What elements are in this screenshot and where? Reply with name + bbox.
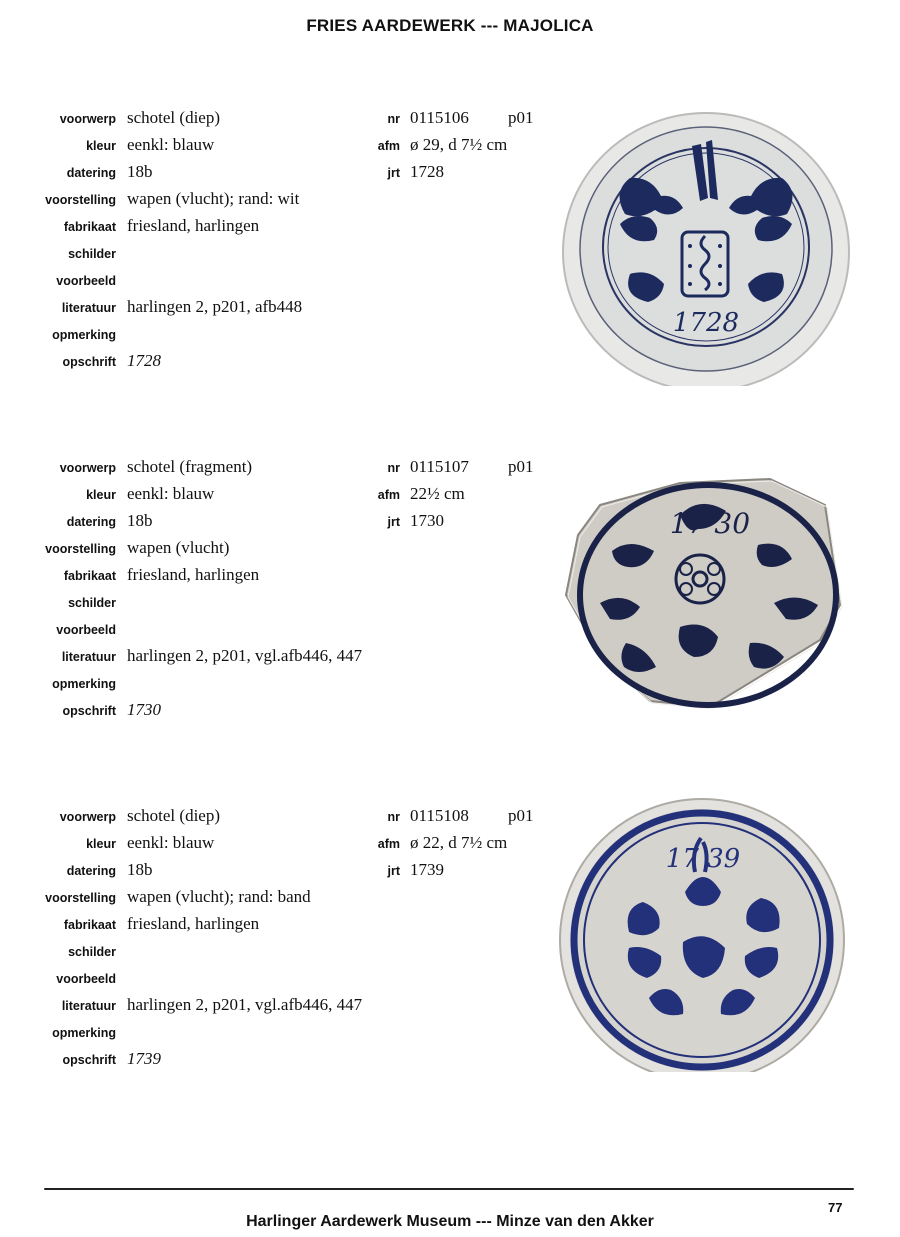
label-afm: afm [377, 139, 400, 153]
value-voorwerp: schotel (diep) [127, 108, 220, 127]
value-datering: 18b [127, 511, 153, 530]
value-afm: ø 29, d 7½ cm [410, 135, 508, 154]
catalog-entry-0115108 [0, 802, 900, 1102]
label-schilder: schilder [68, 596, 116, 610]
label-literatuur: literatuur [61, 999, 116, 1013]
label-datering: datering [66, 515, 116, 529]
value-opschrift: 1730 [127, 700, 161, 719]
label-voorbeeld: voorbeeld [56, 274, 116, 288]
label-afm: afm [377, 488, 400, 502]
value-literatuur: harlingen 2, p201, afb448 [127, 297, 303, 316]
label-opmerking: opmerking [52, 328, 116, 342]
value-voorstelling: wapen (vlucht) [127, 538, 230, 557]
page-title: FRIES AARDEWERK --- MAJOLICA [306, 16, 594, 35]
value-code: p01 [508, 806, 534, 825]
label-schilder: schilder [68, 247, 116, 261]
value-fabrikaat: friesland, harlingen [127, 565, 260, 584]
label-opmerking: opmerking [52, 1026, 116, 1040]
value-code: p01 [508, 108, 534, 127]
value-kleur: eenkl: blauw [127, 484, 215, 503]
plate-inscription: 17 30 [669, 507, 751, 540]
label-nr: nr [387, 112, 400, 126]
value-jrt: 1730 [410, 511, 444, 530]
value-afm: ø 22, d 7½ cm [410, 833, 508, 852]
label-fabrikaat: fabrikaat [63, 918, 116, 932]
plate-illustration [560, 106, 860, 386]
label-jrt: jrt [387, 864, 400, 878]
label-voorwerp: voorwerp [59, 461, 116, 475]
label-kleur: kleur [86, 139, 116, 153]
catalog-entry-0115107 [0, 453, 900, 753]
value-voorwerp: schotel (diep) [127, 806, 220, 825]
value-nr: 0115107 [410, 457, 469, 476]
page-number: 77 [828, 1200, 843, 1215]
label-voorstelling: voorstelling [45, 891, 116, 905]
value-fabrikaat: friesland, harlingen [127, 216, 260, 235]
value-literatuur: harlingen 2, p201, vgl.afb446, 447 [127, 646, 363, 665]
page-footer: Harlinger Aardewerk Museum --- Minze van den Akker [246, 1213, 654, 1230]
label-kleur: kleur [86, 488, 116, 502]
value-voorstelling: wapen (vlucht); rand: wit [127, 189, 300, 208]
label-jrt: jrt [387, 166, 400, 180]
plate-inscription: 1728 [672, 308, 740, 338]
catalog-entry-0115106 [0, 104, 900, 404]
label-kleur: kleur [86, 837, 116, 851]
label-schilder: schilder [68, 945, 116, 959]
value-kleur: eenkl: blauw [127, 833, 215, 852]
value-voorwerp: schotel (fragment) [127, 457, 253, 476]
label-voorstelling: voorstelling [45, 193, 116, 207]
value-opschrift: 1739 [127, 1049, 161, 1068]
plate-inscription: 17 39 [665, 844, 741, 874]
value-opschrift: 1728 [127, 351, 161, 370]
label-voorwerp: voorwerp [59, 810, 116, 824]
label-afm: afm [377, 837, 400, 851]
label-fabrikaat: fabrikaat [63, 569, 116, 583]
value-kleur: eenkl: blauw [127, 135, 215, 154]
label-voorbeeld: voorbeeld [56, 623, 116, 637]
label-opschrift: opschrift [62, 704, 116, 718]
value-jrt: 1739 [410, 860, 444, 879]
label-voorbeeld: voorbeeld [56, 972, 116, 986]
label-opschrift: opschrift [62, 1053, 116, 1067]
plate-fragment-illustration [560, 475, 860, 725]
footer-divider [44, 1188, 854, 1190]
value-voorstelling: wapen (vlucht); rand: band [127, 887, 311, 906]
label-voorstelling: voorstelling [45, 542, 116, 556]
value-code: p01 [508, 457, 534, 476]
value-literatuur: harlingen 2, p201, vgl.afb446, 447 [127, 995, 363, 1014]
plate-illustration [555, 792, 855, 1072]
plate-photo [560, 106, 860, 386]
label-voorwerp: voorwerp [59, 112, 116, 126]
label-jrt: jrt [387, 515, 400, 529]
value-jrt: 1728 [410, 162, 444, 181]
plate-fragment-photo [560, 475, 860, 755]
label-opmerking: opmerking [52, 677, 116, 691]
value-datering: 18b [127, 860, 153, 879]
value-datering: 18b [127, 162, 153, 181]
plate-photo [555, 792, 855, 1072]
value-nr: 0115106 [410, 108, 469, 127]
label-literatuur: literatuur [61, 650, 116, 664]
label-fabrikaat: fabrikaat [63, 220, 116, 234]
label-nr: nr [387, 810, 400, 824]
label-datering: datering [66, 166, 116, 180]
value-afm: 22½ cm [410, 484, 465, 503]
value-nr: 0115108 [410, 806, 469, 825]
label-nr: nr [387, 461, 400, 475]
label-opschrift: opschrift [62, 355, 116, 369]
value-fabrikaat: friesland, harlingen [127, 914, 260, 933]
label-literatuur: literatuur [61, 301, 116, 315]
label-datering: datering [66, 864, 116, 878]
